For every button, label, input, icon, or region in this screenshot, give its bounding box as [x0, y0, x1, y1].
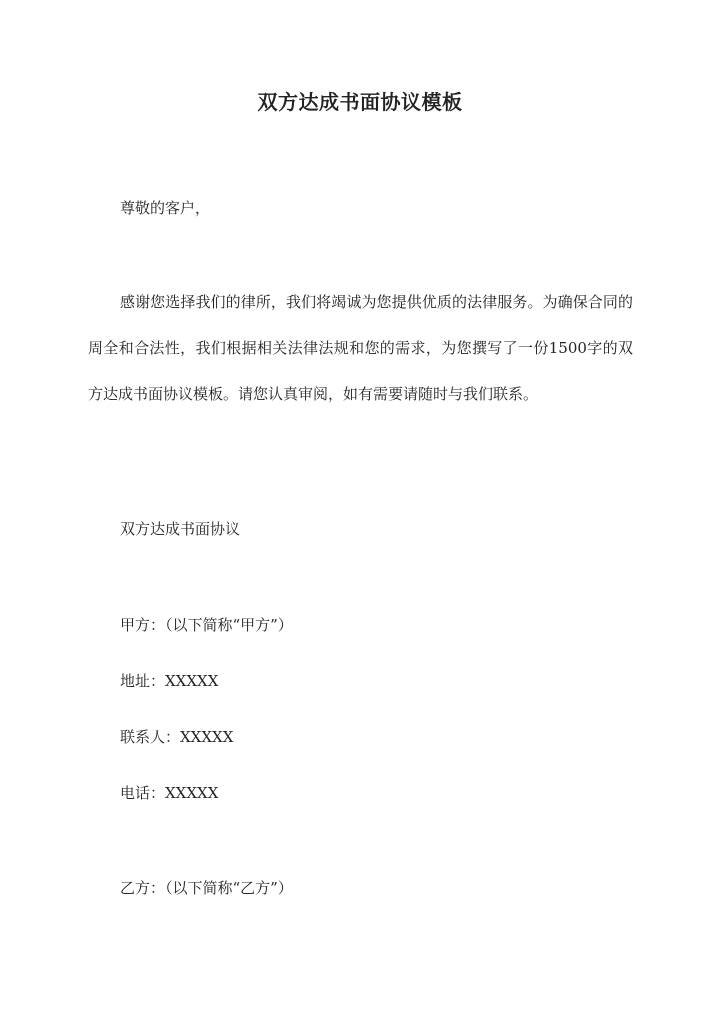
greeting-paragraph: 尊敬的客户， [120, 199, 211, 217]
party-b-line: 乙方：（以下简称“乙方”） [120, 879, 293, 897]
intro-paragraph: 感谢您选择我们的律所，我们将竭诚为您提供优质的法律服务。为确保合同的周全和合法性，我们根据相关法律法规和您的需求，为您撰写了一份1500字的双方达成书面协议模板。请您认真审阅，如有需要请随时与我们联系。 [88, 293, 633, 403]
document-title: 双方达成书面协议模板 [257, 90, 463, 114]
agreement-heading: 双方达成书面协议 [120, 520, 241, 538]
party-a-line: 甲方：（以下简称“甲方”） [120, 616, 293, 634]
party-a-address: 地址：XXXXX [120, 672, 219, 690]
party-a-contact-person: 联系人：XXXXX [120, 728, 234, 746]
party-a-phone: 电话：XXXXX [120, 784, 219, 802]
